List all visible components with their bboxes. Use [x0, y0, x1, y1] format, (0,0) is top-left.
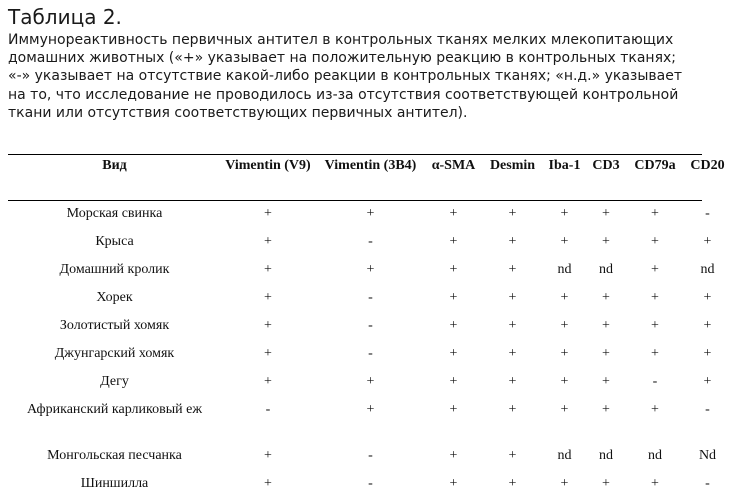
value-cell: +: [651, 234, 659, 249]
header-cd3: CD3: [592, 158, 620, 173]
species-cell: Домашний кролик: [59, 262, 170, 277]
value-cell: -: [652, 374, 658, 389]
value-cell: +: [602, 206, 610, 221]
value-cell: +: [560, 346, 569, 361]
value-cell: +: [703, 374, 712, 389]
value-cell: -: [705, 206, 710, 221]
value-cell: +: [366, 206, 375, 221]
value-cell: +: [264, 448, 272, 463]
species-cell: Шиншилла: [80, 476, 149, 491]
table-row: [8, 312, 732, 340]
value-cell: +: [651, 346, 659, 361]
value-cell: nd: [557, 448, 572, 463]
table-row: [8, 396, 732, 442]
table-title: Таблица 2.: [8, 5, 122, 29]
value-cell: -: [368, 346, 373, 361]
value-cell: +: [602, 234, 610, 249]
value-cell: +: [651, 262, 659, 277]
table-row: [8, 340, 732, 368]
value-cell: +: [508, 476, 517, 491]
value-cell: +: [264, 346, 272, 361]
value-cell: nd: [648, 448, 662, 463]
value-cell: +: [560, 374, 569, 389]
value-cell: +: [508, 290, 517, 305]
value-cell: +: [449, 374, 458, 389]
table-row: [8, 284, 732, 312]
value-cell: -: [368, 290, 373, 305]
value-cell: +: [508, 346, 517, 361]
value-cell: +: [449, 234, 458, 249]
value-cell: +: [264, 206, 272, 221]
value-cell: +: [449, 262, 458, 277]
table-body: [8, 200, 732, 498]
table-row: [8, 228, 732, 256]
value-cell: +: [560, 290, 569, 305]
species-cell: Морская свинка: [66, 206, 163, 221]
value-cell: +: [602, 402, 610, 417]
value-cell: +: [449, 346, 458, 361]
value-cell: +: [560, 206, 569, 221]
species-cell: Хорек: [96, 290, 133, 305]
value-cell: +: [703, 290, 712, 305]
value-cell: +: [651, 318, 659, 333]
header-vimentin-v9: Vimentin (V9): [225, 158, 311, 173]
value-cell: +: [508, 234, 517, 249]
table-row: [8, 200, 732, 228]
value-cell: nd: [557, 262, 572, 277]
value-cell: -: [368, 234, 373, 249]
species-cell: Крыса: [95, 234, 134, 249]
header-vimentin-3b4: Vimentin (3B4): [324, 158, 417, 173]
value-cell: +: [508, 318, 517, 333]
value-cell: +: [508, 206, 517, 221]
value-cell: nd: [599, 262, 613, 277]
value-cell: +: [508, 402, 517, 417]
header-desmin: Desmin: [489, 158, 536, 173]
value-cell: +: [449, 318, 458, 333]
header-row: [8, 155, 732, 200]
value-cell: +: [366, 402, 375, 417]
immunoreactivity-table: [8, 155, 732, 498]
value-cell: +: [560, 318, 569, 333]
table-row: [8, 442, 732, 470]
value-cell: +: [651, 476, 659, 491]
table-row: [8, 470, 732, 498]
value-cell: +: [651, 290, 659, 305]
value-cell: +: [703, 318, 712, 333]
value-cell: +: [449, 402, 458, 417]
value-cell: +: [560, 402, 569, 417]
value-cell: +: [703, 234, 712, 249]
table-row: [8, 368, 732, 396]
value-cell: -: [368, 318, 373, 333]
value-cell: +: [264, 234, 272, 249]
value-cell: Nd: [698, 448, 717, 463]
value-cell: +: [449, 206, 458, 221]
value-cell: +: [366, 374, 375, 389]
header-cd20: CD20: [690, 158, 725, 173]
value-cell: +: [264, 290, 272, 305]
species-cell: Монгольская песчанка: [47, 448, 182, 463]
value-cell: +: [449, 448, 458, 463]
header-cd79a: CD79a: [634, 158, 676, 173]
value-cell: +: [508, 448, 517, 463]
value-cell: -: [368, 448, 373, 463]
value-cell: +: [264, 318, 272, 333]
table-caption: Иммунореактивность первичных антител в контрольных тканях мелких млекопитающих домашних животных («+» указывает на положительную реакцию в контрольных тканях; «-» указывает на отсутствие какой-либо реакции в контрольных тканях; «н.д.» указывает на то, что исследование не проводилось из-за отсутствия соответствующей контрольной ткани или отсутствия соответствующих первичных антител).: [8, 32, 682, 121]
value-cell: +: [560, 234, 569, 249]
species-cell: Африканский карликовый еж: [26, 402, 203, 417]
value-cell: +: [264, 476, 272, 491]
value-cell: +: [508, 374, 517, 389]
value-cell: -: [705, 476, 710, 491]
value-cell: +: [602, 290, 610, 305]
value-cell: +: [508, 262, 517, 277]
value-cell: -: [705, 402, 710, 417]
species-cell: Золотистый хомяк: [59, 318, 170, 333]
value-cell: nd: [700, 262, 715, 277]
value-cell: +: [602, 346, 610, 361]
value-cell: +: [264, 374, 272, 389]
header-iba1: Iba-1: [548, 158, 581, 173]
value-cell: +: [449, 476, 458, 491]
header-alpha-sma: α-SMA: [431, 158, 476, 173]
species-cell: Дегу: [100, 374, 129, 389]
value-cell: +: [560, 476, 569, 491]
value-cell: +: [264, 262, 272, 277]
value-cell: -: [368, 476, 373, 491]
value-cell: -: [265, 402, 271, 417]
value-cell: +: [602, 476, 610, 491]
table-row: [8, 256, 732, 284]
header-species: Вид: [102, 158, 127, 173]
value-cell: +: [366, 262, 375, 277]
value-cell: +: [602, 318, 610, 333]
species-cell: Джунгарский хомяк: [54, 346, 175, 361]
value-cell: +: [449, 290, 458, 305]
value-cell: +: [651, 402, 659, 417]
value-cell: nd: [599, 448, 613, 463]
value-cell: +: [602, 374, 610, 389]
value-cell: +: [651, 206, 659, 221]
value-cell: +: [703, 346, 712, 361]
